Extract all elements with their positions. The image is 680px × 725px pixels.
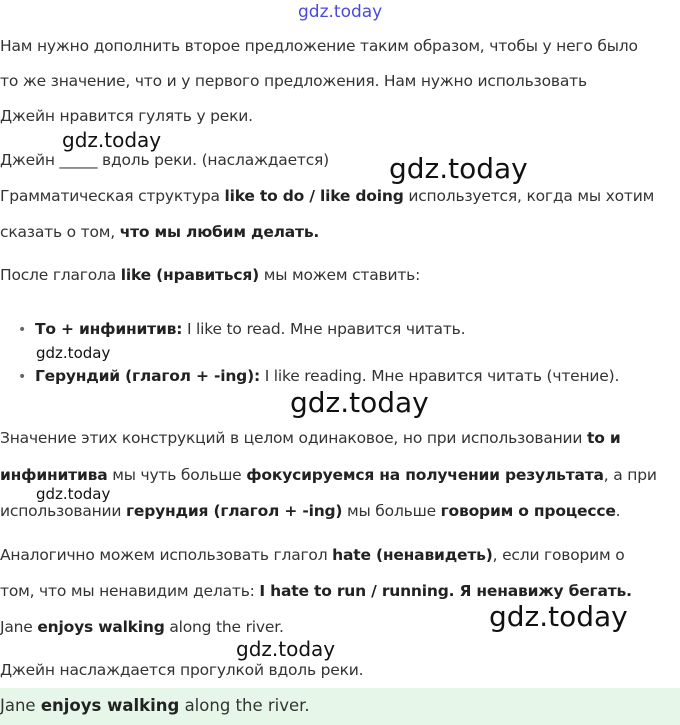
result-english: Jane enjoys walking along the river. [0, 618, 284, 636]
example-sentence-2: Джейн _____ вдоль реки. (наслаждается) [0, 151, 330, 169]
answer-text: Jane enjoys walking along the river. [0, 696, 310, 715]
watermark: gdz.today [236, 637, 336, 661]
watermark-top: gdz.today [298, 2, 383, 22]
intro-line-2: то же значение, что и у первого предложения. Нам нужно использовать [0, 72, 587, 90]
meaning-line-3: использовании герундия (глагол + -ing) мы больше говорим о процессе. [0, 502, 621, 520]
grammar-line-1: Грамматическая структура like to do / like doing используется, когда мы хотим [0, 187, 655, 205]
intro-line-1: Нам нужно дополнить второе предложение таким образом, чтобы у него было [0, 37, 638, 55]
after-like-line: После глагола like (нравиться) мы можем ставить: [0, 266, 421, 284]
result-russian: Джейн наслаждается прогулкой вдоль реки. [0, 661, 364, 679]
bullet-dot: • [18, 322, 27, 338]
meaning-line-2: инфинитива мы чуть больше фокусируемся на получении результата, а при [0, 466, 657, 484]
meaning-line-1: Значение этих конструкций в целом одинаковое, но при использовании to и [0, 429, 621, 447]
grammar-line-2: сказать о том, что мы любим делать. [0, 223, 320, 241]
watermark: gdz.today [489, 600, 628, 633]
bullet-item-gerund: Герундий (глагол + -ing): I like reading. Мне нравится читать (чтение). [35, 367, 620, 385]
watermark: gdz.today [62, 128, 162, 152]
watermark: gdz.today [36, 344, 111, 362]
watermark: gdz.today [290, 386, 429, 419]
hate-line-1: Аналогично можем использовать глагол hate (ненавидеть), если говорим о [0, 546, 625, 564]
answer-box [0, 688, 680, 725]
bullet-dot: • [18, 369, 27, 385]
example-sentence-1: Джейн нравится гулять у реки. [0, 107, 253, 125]
watermark: gdz.today [36, 485, 111, 503]
watermark: gdz.today [389, 152, 528, 185]
hate-line-2: том, что мы ненавидим делать: I hate to run / running. Я ненавижу бегать. [0, 582, 632, 600]
bullet-item-infinitive: То + инфинитив: I like to read. Мне нравится читать. [35, 320, 466, 338]
